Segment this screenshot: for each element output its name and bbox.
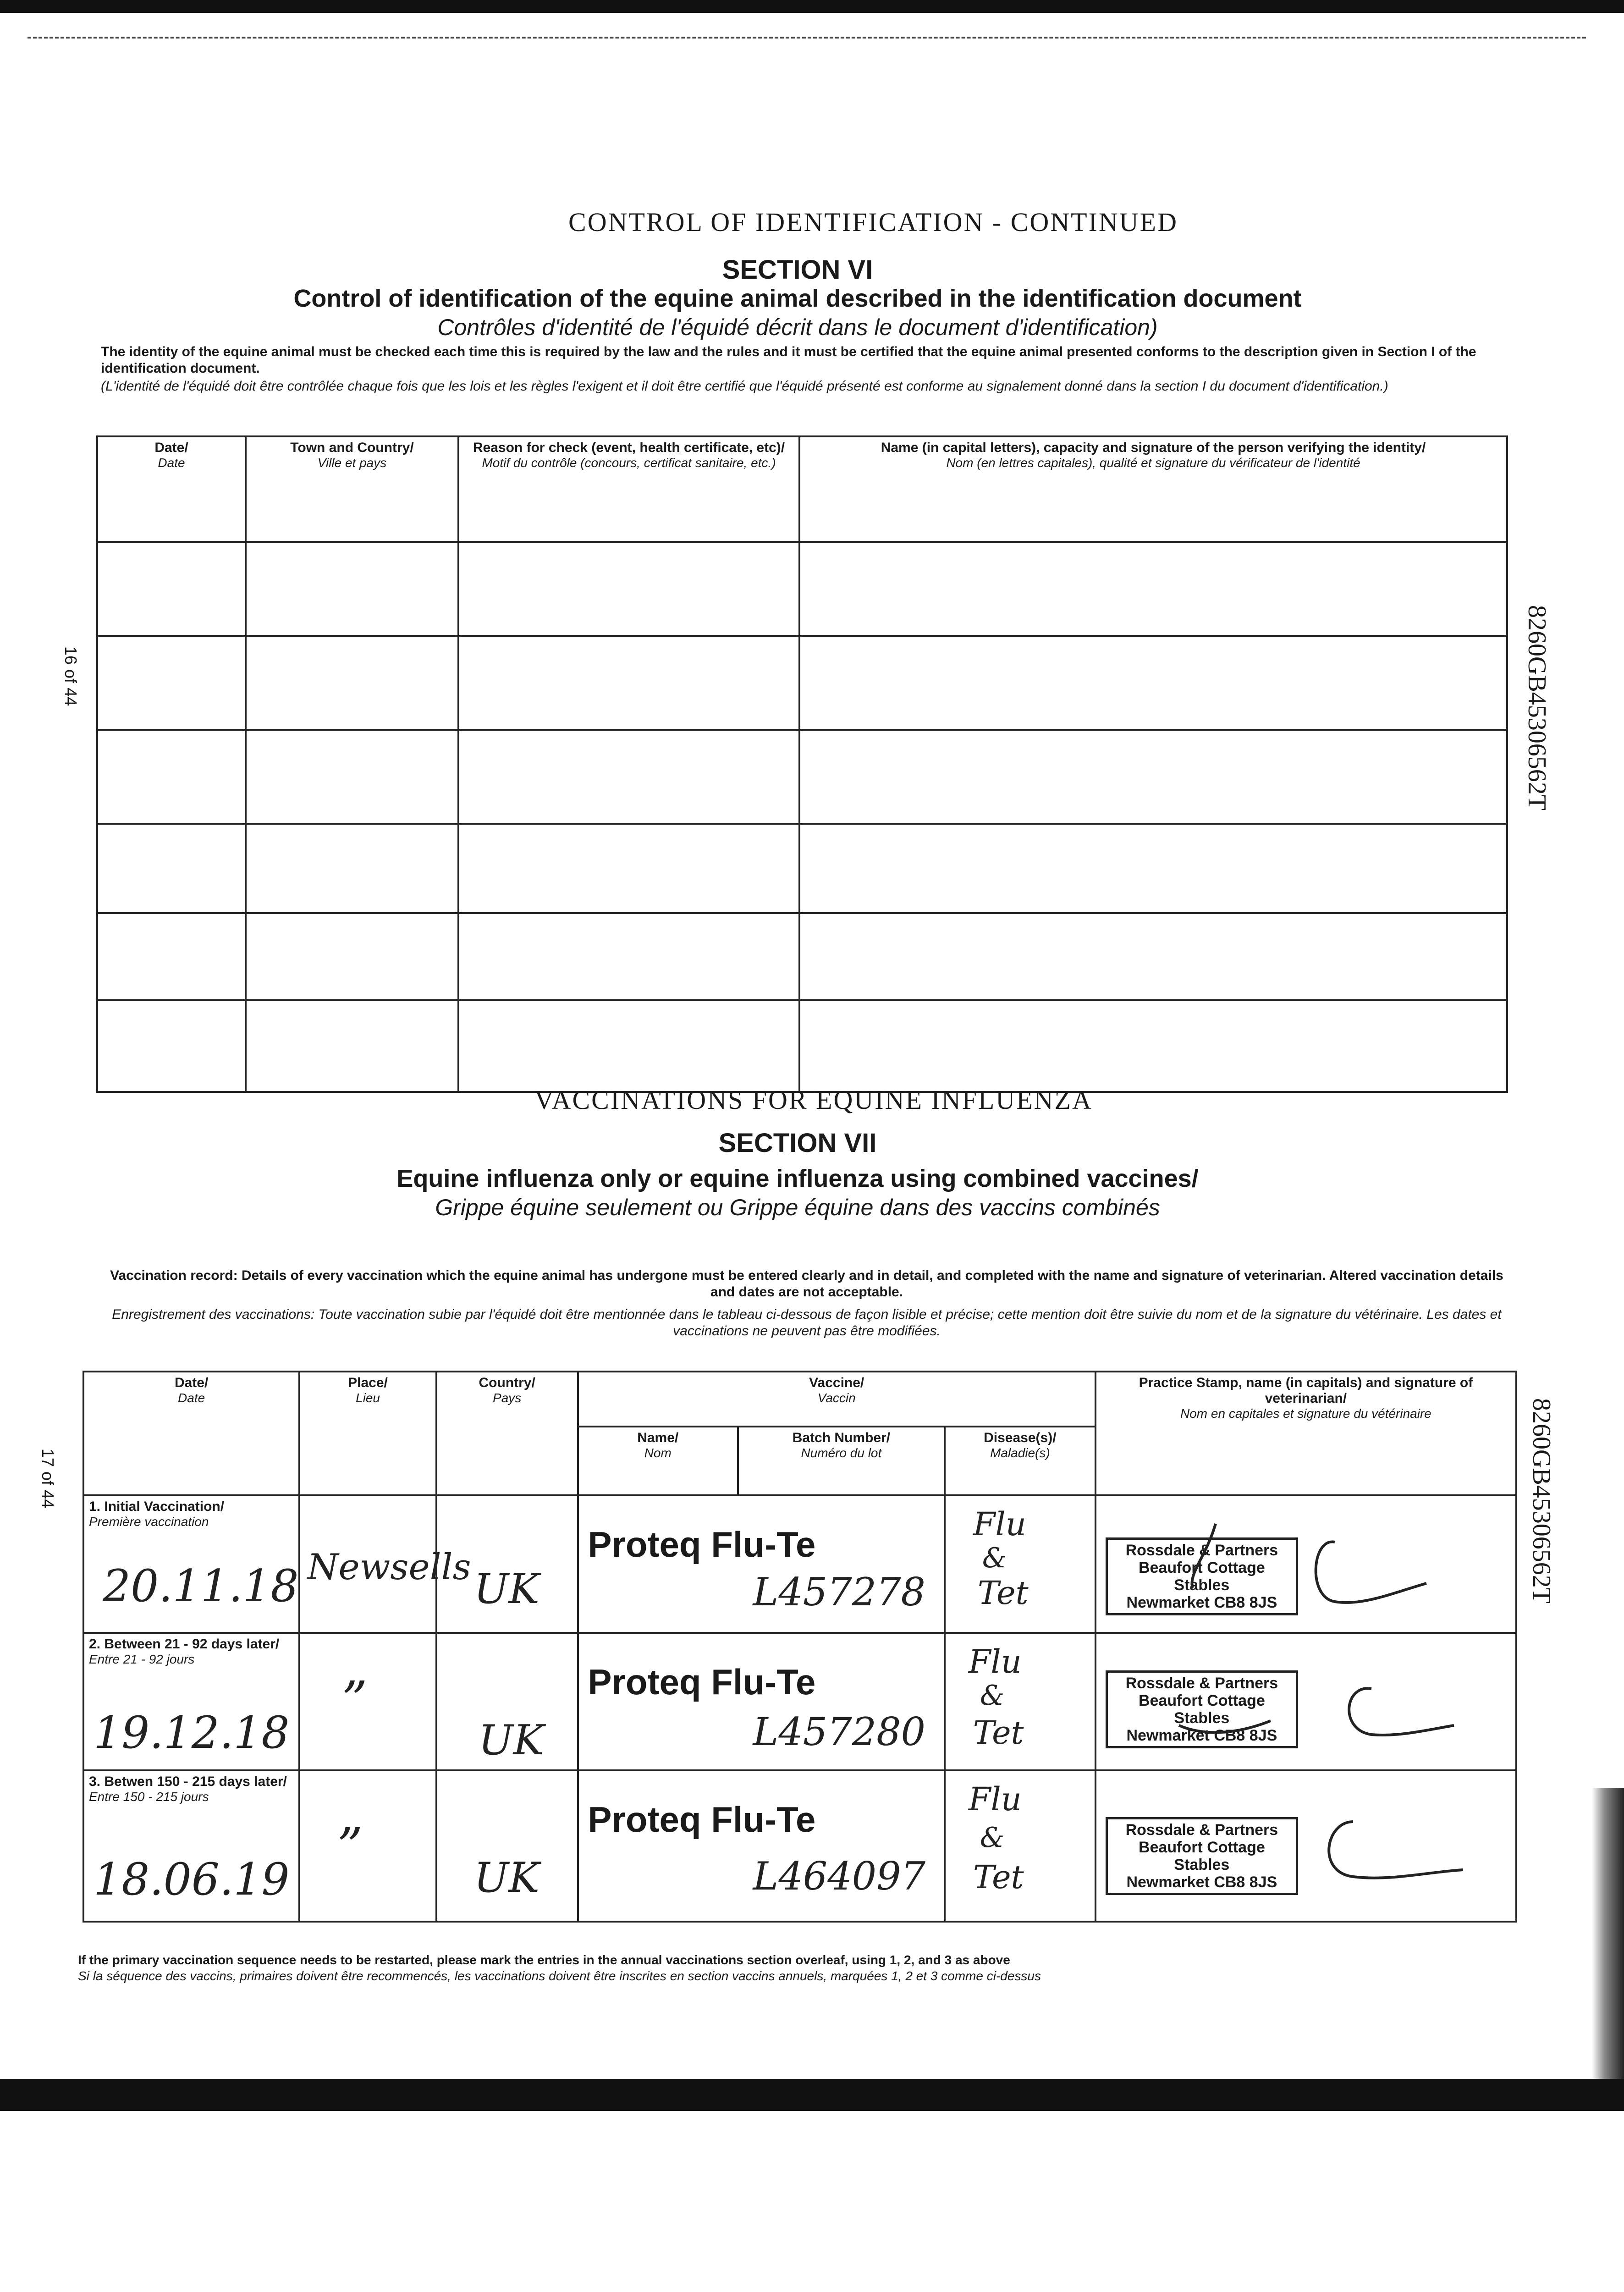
section6-title: SECTION VI (722, 255, 873, 285)
identity-check-table (96, 435, 1508, 1093)
section7-title: SECTION VII (718, 1128, 877, 1158)
handwritten-country: UK (473, 1565, 539, 1613)
practice-stamp: Rossdale & Partners Beaufort Cottage Stables Newmarket CB8 8JS (1106, 1537, 1298, 1615)
table-row (97, 824, 1507, 913)
side-document-id-lower: 8260GB45306562T (1527, 1398, 1556, 1603)
section7-instructions-fr: Enregistrement des vaccinations: Toute vaccination subie par l'équidé doit être mentionnée dans le tableau ci-dessous de façon lisible et précise; cette mention doit être suivie du nom et de la signature du vétérinaire. Les dates et vaccinations ne peuvent pas être modifiées. (112, 1307, 1502, 1339)
scan-margin (0, 2111, 1624, 2292)
section6-subtitle-fr: Contrôles d'identité de l'équidé décrit dans le document d'identification) (437, 314, 1158, 340)
vaccination-row-2 (83, 1633, 1516, 1770)
handwritten-disease-2: & (980, 1680, 1005, 1712)
handwritten-disease-3: Tet (977, 1574, 1029, 1612)
handwritten-place: ” (337, 1817, 363, 1876)
stage-label: 3. Betwen 150 - 215 days later/ (89, 1774, 287, 1789)
col-date: Date/ Date (97, 436, 246, 542)
stage-label-fr: Entre 21 - 92 jours (89, 1652, 195, 1666)
vaccination-row-3 (83, 1770, 1516, 1922)
document-page (69, 174, 1526, 2077)
handwritten-disease-2: & (980, 1822, 1005, 1854)
table-row (97, 636, 1507, 730)
col-town-country: Town and Country/ Ville et pays (246, 436, 458, 542)
section-band-control: CONTROL OF IDENTIFICATION - CONTINUED (568, 207, 1178, 237)
handwritten-disease-3: Tet (973, 1858, 1024, 1896)
col-batch-number: Batch Number/ Numéro du lot (738, 1427, 945, 1495)
stage-label-fr: Entre 150 - 215 jours (89, 1790, 209, 1804)
handwritten-country: UK (478, 1716, 544, 1764)
col-vaccine-name: Name/ Nom (578, 1427, 738, 1495)
section6-instructions-en: The identity of the equine animal must be checked each time this is required by the law and the rules and it must be certified that the equine animal presented conforms to the description given in Section I of the identification document. (101, 344, 1476, 376)
col-practice-stamp: Practice Stamp, name (in capitals) and signature of veterinarian/ Nom en capitales et signature du vétérinaire (1096, 1372, 1516, 1495)
handwritten-disease-2: & (982, 1542, 1007, 1574)
handwritten-batch-number: L464097 (753, 1854, 925, 1899)
col-verifier: Name (in capital letters), capacity and signature of the person verifying the identity/ Nom (en lettres capitales), qualité et signature du vérificateur de l'identité (799, 436, 1507, 542)
table-row (97, 542, 1507, 636)
col-date: Date/ Date (83, 1372, 299, 1495)
perforation-line (28, 37, 1586, 39)
page-binding (1592, 1788, 1624, 2081)
col-reason: Reason for check (event, health certificate, etc)/ Motif du contrôle (concours, certificat sanitaire, etc.) (458, 436, 799, 542)
footnote-en: If the primary vaccination sequence needs to be restarted, please mark the entries in the annual vaccinations section overleaf, using 1, 2, and 3 as above (78, 1953, 1010, 1967)
page-number-lower: 17 of 44 (39, 1449, 57, 1509)
handwritten-disease-1: Flu (968, 1643, 1022, 1680)
stage-label-fr: Première vaccination (89, 1515, 209, 1529)
handwritten-date: 20.11.18 (103, 1560, 299, 1612)
handwritten-disease-3: Tet (973, 1714, 1024, 1752)
vaccination-row-1 (83, 1495, 1516, 1633)
footnote-fr: Si la séquence des vaccins, primaires doivent être recommencés, les vaccinations doivent être inscrites en section vaccins annuels, marquées 1, 2 et 3 comme ci-dessus (78, 1969, 1041, 1983)
col-disease: Disease(s)/ Maladie(s) (945, 1427, 1096, 1495)
vaccine-name: Proteq Flu-Te (588, 1799, 816, 1840)
section7-subtitle-en: Equine influenza only or equine influenza using combined vaccines/ (396, 1165, 1199, 1192)
handwritten-disease-1: Flu (968, 1780, 1022, 1818)
col-vaccine: Vaccine/ Vaccin (578, 1372, 1096, 1427)
table-row (97, 913, 1507, 1000)
col-place: Place/ Lieu (299, 1372, 436, 1495)
handwritten-country: UK (473, 1854, 539, 1902)
vaccine-name: Proteq Flu-Te (588, 1662, 816, 1702)
handwritten-date: 18.06.19 (94, 1854, 290, 1905)
scan-edge-bottom (0, 2079, 1624, 2111)
handwritten-batch-number: L457278 (753, 1570, 925, 1614)
vaccine-name: Proteq Flu-Te (588, 1524, 816, 1565)
section7-subtitle-fr: Grippe équine seulement ou Grippe équine dans des vaccins combinés (435, 1195, 1160, 1220)
handwritten-disease-1: Flu (973, 1505, 1026, 1543)
scan-edge-top (0, 0, 1624, 13)
section7-instructions-en: Vaccination record: Details of every vaccination which the equine animal has undergone must be entered clearly and in detail, and completed with the name and signature of veterinarian. Altered vaccination details and dates are not acceptable. (110, 1268, 1503, 1300)
col-country: Country/ Pays (436, 1372, 578, 1495)
practice-stamp: Rossdale & Partners Beaufort Cottage Stables Newmarket CB8 8JS (1106, 1817, 1298, 1895)
veterinarian-signature (1096, 1496, 1495, 1629)
handwritten-place: ” (341, 1670, 368, 1729)
vaccination-table (83, 1371, 1517, 1923)
section-band-vaccinations: VACCINATIONS FOR EQUINE INFLUENZA (534, 1085, 1093, 1115)
page-number-upper: 16 of 44 (61, 646, 80, 706)
table-row (97, 1000, 1507, 1092)
practice-stamp: Rossdale & Partners Beaufort Cottage Stables Newmarket CB8 8JS (1106, 1670, 1298, 1748)
handwritten-place: Newsells (307, 1547, 471, 1588)
table-row (97, 730, 1507, 824)
veterinarian-signature (1096, 1634, 1495, 1767)
handwritten-date: 19.12.18 (94, 1707, 290, 1758)
section6-instructions-fr: (L'identité de l'équidé doit être contrôlée chaque fois que les lois et les règles l'exigent et il doit être certifié que l'équidé présenté est conforme au signalement donné dans la section I du document d'identification.) (101, 379, 1388, 394)
side-document-id-upper: 8260GB45306562T (1523, 605, 1551, 810)
veterinarian-signature (1096, 1771, 1495, 1918)
stage-label: 2. Between 21 - 92 days later/ (89, 1636, 280, 1652)
stage-label: 1. Initial Vaccination/ (89, 1499, 225, 1514)
handwritten-batch-number: L457280 (753, 1709, 925, 1754)
section6-subtitle-en: Control of identification of the equine animal described in the identification document (293, 285, 1302, 312)
